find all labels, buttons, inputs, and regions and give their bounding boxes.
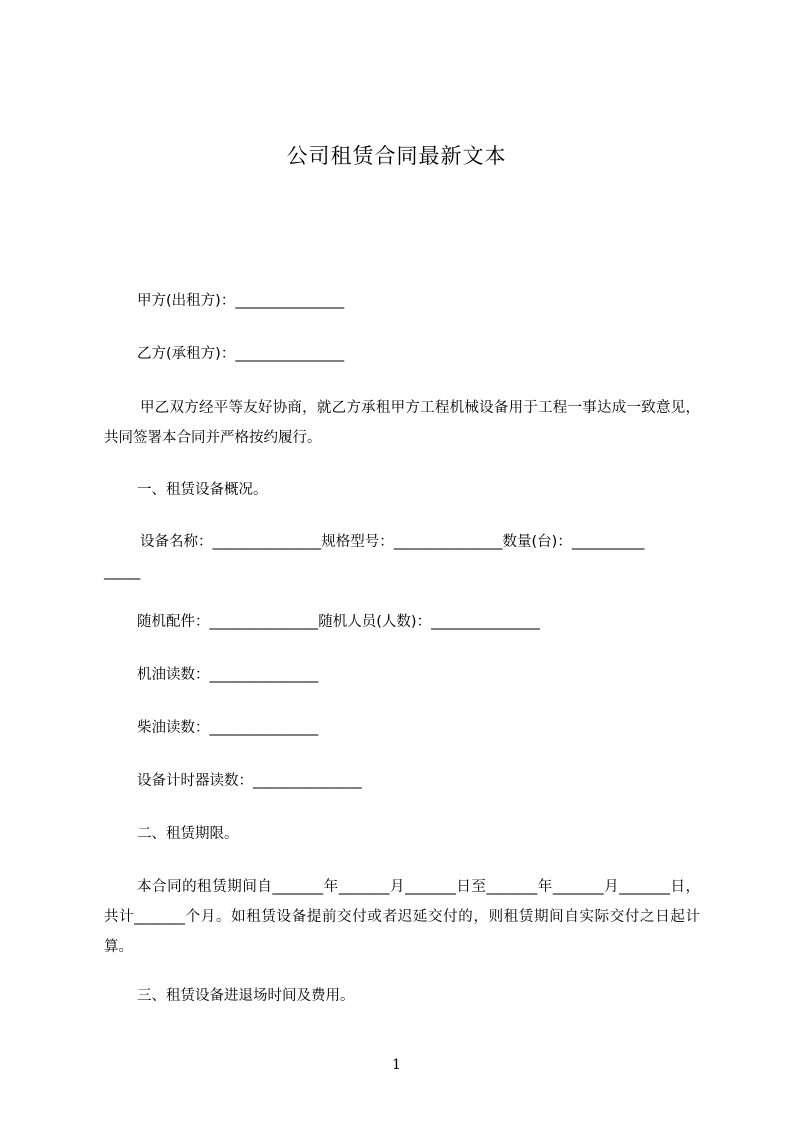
- preamble-paragraph: 甲乙双方经平等友好协商，就乙方承租甲方工程机械设备用于工程一事达成一致意见，共同签署本合同并严格按约履行。: [104, 400, 700, 446]
- document-title: 公司租赁合同最新文本: [286, 144, 507, 168]
- equipment-line-continuation: _____: [104, 564, 141, 580]
- party-a-line: 甲方(出租方)：_______________: [137, 293, 345, 309]
- diesel-line: 柴油读数：_______________: [137, 720, 319, 736]
- term-paragraph: 本合同的租赁期间自_______年_______月_______日至_______年_______月_______日，共计_______个月。如租赁设备提前交付或者迟延交付的，则租赁期间自实际交付之日起计算。: [104, 879, 700, 955]
- timer-line: 设备计时器读数：_______________: [137, 773, 362, 789]
- section-3-heading: 三、租赁设备进退场时间及费用。: [137, 988, 355, 1004]
- party-b-line: 乙方(承租方)：_______________: [137, 346, 345, 362]
- section-2-heading: 二、租赁期限。: [137, 826, 239, 842]
- engine-oil-line: 机油读数：_______________: [137, 667, 319, 683]
- equipment-line: 设备名称：_______________规格型号：_______________数量(台)：__________: [140, 534, 645, 550]
- page-number: 1: [392, 1057, 401, 1073]
- section-1-heading: 一、租赁设备概况。: [137, 482, 268, 498]
- accessories-line: 随机配件：_______________随机人员(人数)：_______________: [137, 614, 540, 630]
